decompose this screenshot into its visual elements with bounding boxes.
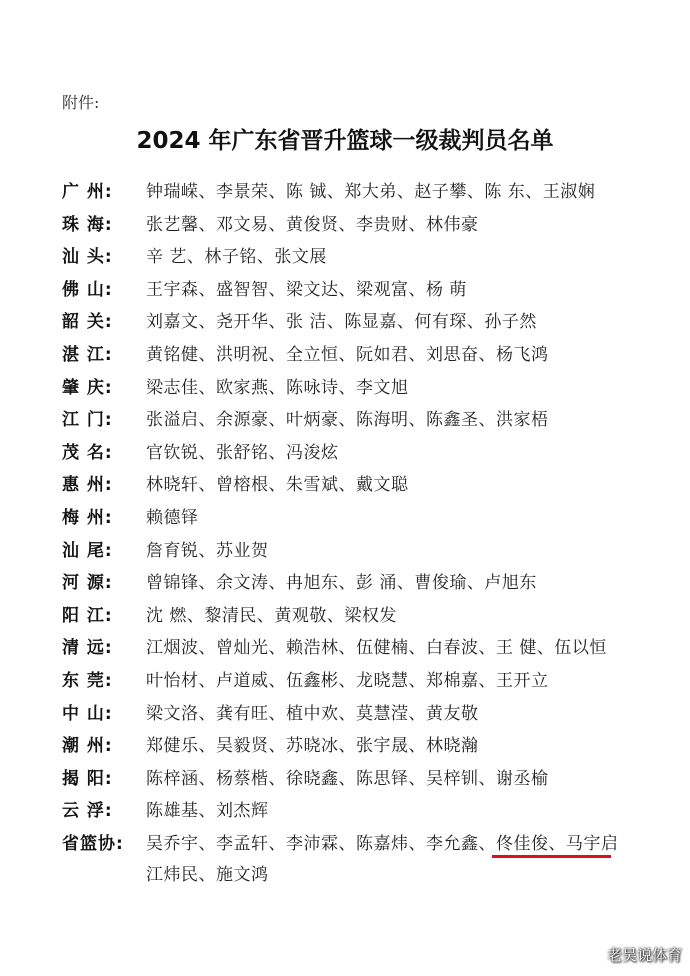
- referee-names: 梁文洛、龚有旺、植中欢、莫慧滢、黄友敬: [146, 703, 479, 724]
- referee-list: [62, 176, 662, 890]
- region-label: 江 门:: [62, 410, 113, 431]
- region-label: 佛 山:: [62, 279, 113, 300]
- list-row: [62, 306, 662, 339]
- list-row: [62, 339, 662, 372]
- list-row: [62, 763, 662, 796]
- referee-names: 詹育锐、苏业贺: [146, 540, 269, 561]
- list-row: [62, 535, 662, 568]
- list-row: [62, 176, 662, 209]
- referee-names: 黄铭健、洪明祝、全立恒、阮如君、刘思奋、杨飞鸿: [146, 344, 549, 365]
- referee-names: 郑健乐、吴毅贤、苏晓冰、张宇晟、林晓瀚: [146, 736, 479, 757]
- region-label: 珠 海:: [62, 214, 113, 235]
- referee-names: 叶怡材、卢道威、伍鑫彬、龙晓慧、郑棉嘉、王开立: [146, 670, 549, 691]
- referee-names: 陈梓涵、杨蔡楷、徐晓鑫、陈思铎、吴梓钏、谢丞榆: [146, 768, 549, 789]
- document-title: 2024 年广东省晋升篮球一级裁判员名单: [136, 128, 554, 154]
- referee-names: 陈雄基、刘杰辉: [146, 801, 269, 822]
- referee-names: 江烟波、曾灿光、赖浩林、伍健楠、白春波、王 健、伍以恒: [146, 638, 607, 659]
- list-row: [62, 469, 662, 502]
- referee-names: 林晓轩、曾榕根、朱雪斌、戴文聪: [146, 475, 409, 496]
- list-row: [62, 274, 662, 307]
- referee-names: 刘嘉文、尧开华、张 洁、陈显嘉、何有琛、孙子然: [146, 312, 537, 333]
- region-label: 潮 州:: [62, 736, 113, 757]
- region-label: 茂 名:: [62, 442, 113, 463]
- referee-names: 曾锦锋、余文涛、冉旭东、彭 涌、曹俊瑜、卢旭东: [146, 573, 537, 594]
- watermark: 老吴说体育: [606, 946, 682, 964]
- referee-names: 官钦锐、张舒铭、冯浚炫: [146, 442, 339, 463]
- referee-names: 江炜民、施文鸿: [146, 865, 269, 886]
- region-label: 梅 州:: [62, 507, 113, 528]
- list-row: [62, 209, 662, 242]
- list-row: [62, 795, 662, 828]
- region-label: 韶 关:: [62, 312, 113, 333]
- list-row: [62, 404, 662, 437]
- attachment-label: 附件:: [62, 93, 100, 112]
- list-row: [62, 632, 662, 665]
- region-label: 汕 尾:: [62, 540, 113, 561]
- region-label: 广 州:: [62, 182, 113, 202]
- region-label: 阳 江:: [62, 605, 113, 626]
- region-label: 东 莞:: [62, 670, 113, 691]
- list-row: [62, 437, 662, 470]
- list-row: [62, 372, 662, 405]
- referee-names: 梁志佳、欧家燕、陈咏诗、李文旭: [146, 377, 409, 398]
- referee-names: 钟瑞嵘、李景荣、陈 铖、郑大弟、赵子攀、陈 东、王淑娴: [146, 182, 596, 202]
- list-row: [62, 665, 662, 698]
- referee-names: 王宇森、盛智智、梁文达、梁观富、杨 萌: [146, 279, 467, 300]
- referee-names: 赖德铎: [146, 507, 199, 528]
- region-label: 湛 江:: [62, 344, 113, 365]
- referee-names: 吴乔宇、李孟轩、李沛霖、陈嘉炜、李允鑫、佟佳俊、马宇启: [146, 833, 619, 854]
- region-label: 惠 州:: [62, 475, 113, 496]
- list-row: [62, 502, 662, 535]
- list-row: [62, 600, 662, 633]
- region-label: 清 远:: [62, 638, 113, 659]
- region-label: 肇 庆:: [62, 377, 113, 398]
- red-underline-mark: [492, 855, 611, 858]
- region-label: 汕 头:: [62, 247, 113, 268]
- list-row: [62, 730, 662, 763]
- list-row: [62, 241, 662, 274]
- region-label: 云 浮:: [62, 801, 113, 822]
- referee-names: 张溢启、余源豪、叶炳豪、陈海明、陈鑫圣、洪家梧: [146, 410, 549, 431]
- list-row: [62, 567, 662, 600]
- region-label: 中 山:: [62, 703, 113, 724]
- region-label: 省篮协:: [62, 833, 124, 854]
- list-row: [62, 860, 662, 890]
- region-label: 揭 阳:: [62, 768, 113, 789]
- list-row: [62, 698, 662, 731]
- referee-names: 张艺馨、邓文易、黄俊贤、李贵财、林伟豪: [146, 214, 479, 235]
- referee-names: 沈 燃、黎清民、黄观敬、梁权发: [146, 605, 397, 626]
- region-label: 河 源:: [62, 573, 113, 594]
- referee-names: 辛 艺、林子铭、张文展: [146, 247, 327, 268]
